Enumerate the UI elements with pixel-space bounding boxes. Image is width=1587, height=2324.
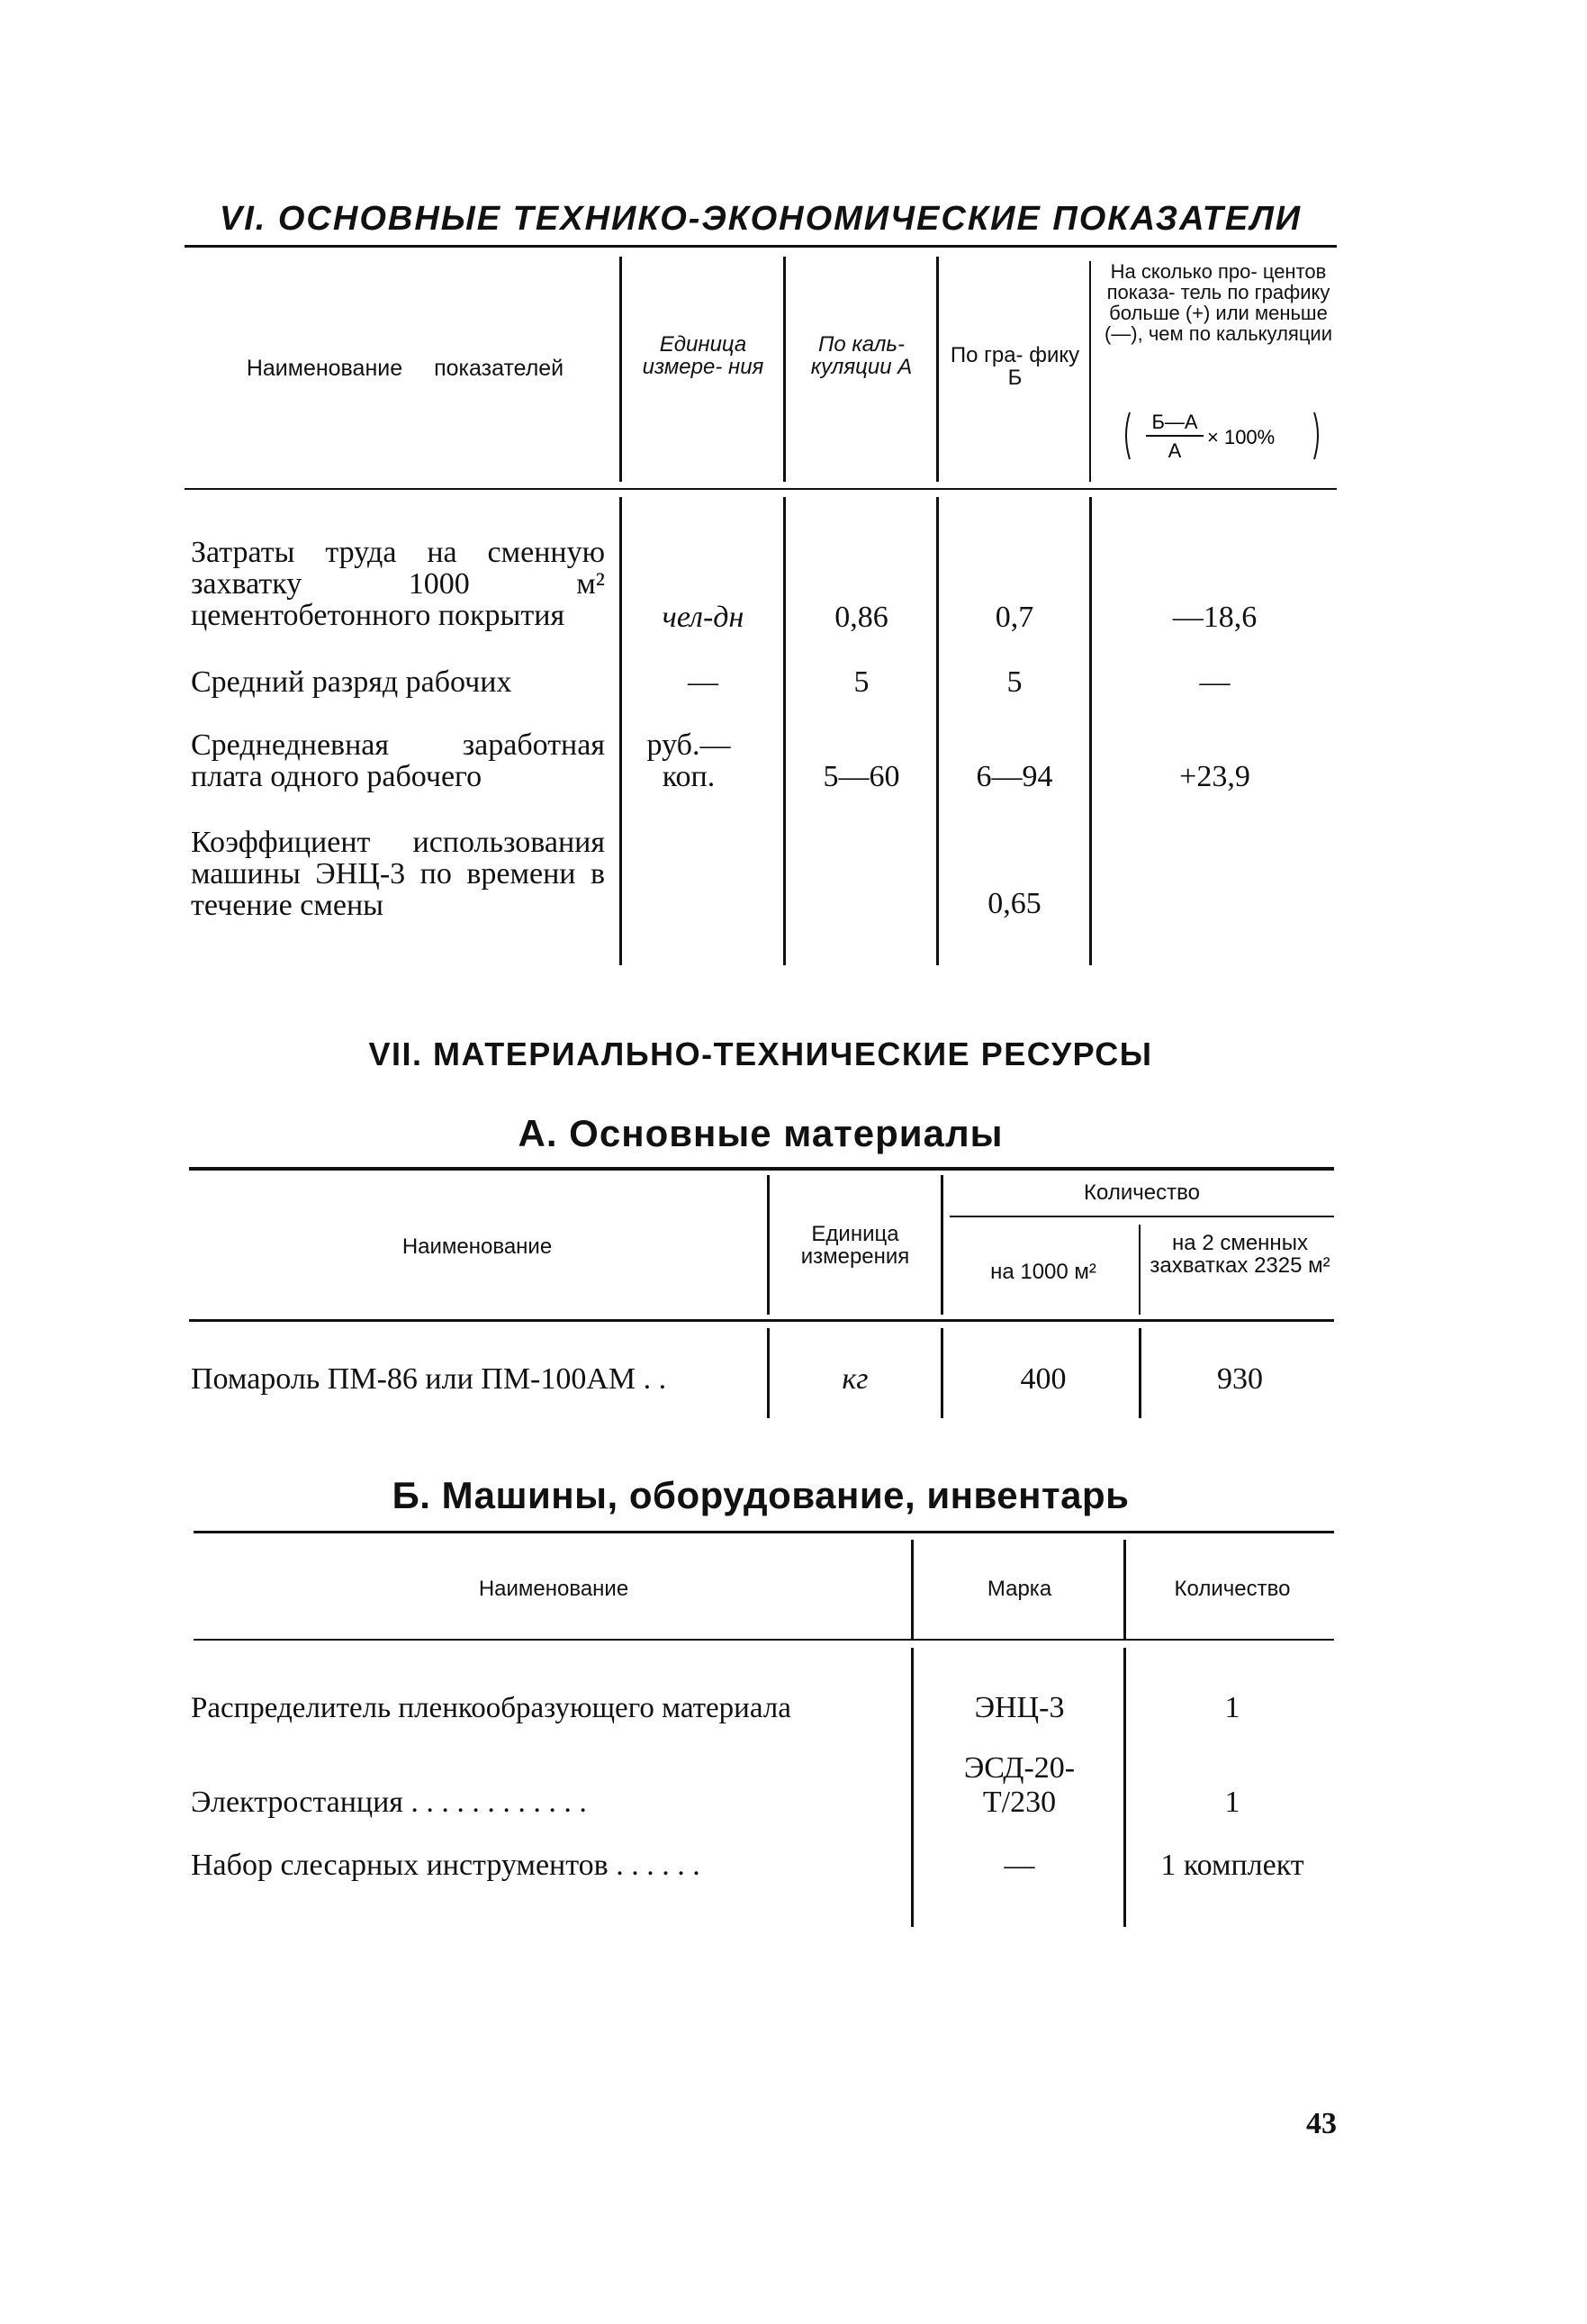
row-avg-wage-graph: 6—94 — [976, 760, 1053, 793]
machines-row-power-station-quantity: 1 — [1224, 1786, 1240, 1819]
col-divider — [1139, 1328, 1141, 1418]
quantity-subheader-rule — [950, 1216, 1334, 1217]
machines-row-tool-set-name: Набор слесарных инструментов . . . . . . — [191, 1849, 700, 1882]
row-avg-wage-unit: руб.— коп. — [646, 728, 731, 793]
col-divider — [911, 1648, 914, 1927]
header-unit: Единица измере- ния — [642, 332, 764, 379]
percent-formula — [1121, 403, 1323, 466]
col-divider — [936, 497, 939, 965]
row-avg-grade-percent: — — [1199, 665, 1231, 699]
row-avg-wage-label: Среднедневная заработная плата одного рабочего — [191, 728, 605, 793]
table-vi-top-rule — [185, 245, 1337, 248]
row-labor-cost-label: Затраты труда на сменную захватку 1000 м² цементобетонного покрытия — [191, 536, 605, 632]
col-divider — [783, 497, 786, 965]
formula-multiplier: × 100% — [1207, 426, 1276, 448]
table-vi-header-rule — [185, 488, 1337, 490]
machines-title: Б. Машины, оборудование, инвентарь — [392, 1474, 1130, 1516]
machines-header-name: Наименование — [478, 1577, 629, 1601]
col-divider — [936, 257, 939, 482]
section-vi-title: VI. ОСНОВНЫЕ ТЕХНИКО-ЭКОНОМИЧЕСКИЕ ПОКАЗАТЕЛИ — [219, 200, 1303, 238]
row-avg-grade-calc: 5 — [853, 665, 870, 699]
materials-header-quantity: Количество — [1084, 1180, 1200, 1205]
col-divider — [767, 1328, 770, 1418]
materials-row-per-2-shifts: 930 — [1217, 1362, 1263, 1396]
col-divider — [619, 497, 622, 965]
row-labor-cost-percent: —18,6 — [1172, 601, 1258, 634]
row-machine-usage-graph: 0,65 — [987, 887, 1041, 920]
col-divider — [1089, 261, 1091, 482]
machines-row-spreader-name: Распределитель пленкообразующего материала — [191, 1692, 791, 1724]
row-avg-wage-calc: 5—60 — [823, 760, 900, 793]
table-a-top-rule — [189, 1167, 1334, 1171]
machines-row-tool-set-brand: — — [1004, 1849, 1035, 1882]
section-vii-title: VII. МАТЕРИАЛЬНО-ТЕХНИЧЕСКИЕ РЕСУРСЫ — [368, 1035, 1153, 1072]
row-machine-usage-label: Коэффициент использования машины ЭНЦ-3 по времени в течение смены — [191, 826, 605, 922]
materials-title: А. Основные материалы — [518, 1112, 1004, 1154]
materials-header-unit: Единица измерения — [800, 1222, 910, 1269]
table-b-header-rule — [194, 1639, 1334, 1641]
machines-row-tool-set-quantity: 1 комплект — [1160, 1849, 1304, 1882]
col-divider — [1139, 1225, 1141, 1315]
row-labor-cost-graph: 0,7 — [995, 601, 1034, 634]
table-a-header-rule — [189, 1319, 1334, 1322]
row-avg-grade-graph: 5 — [1006, 665, 1023, 699]
materials-header-per-1000: на 1000 м² — [990, 1260, 1096, 1284]
materials-header-per-2-shifts: на 2 сменных захватках 2325 м² — [1150, 1231, 1330, 1278]
row-labor-cost-calc: 0,86 — [834, 601, 888, 634]
table-b-top-rule — [194, 1531, 1334, 1533]
header-graph-b: По гра- фику Б — [950, 343, 1080, 390]
row-avg-grade-label: Средний разряд рабочих — [191, 665, 512, 699]
col-divider — [911, 1540, 914, 1639]
machines-row-spreader-quantity: 1 — [1224, 1691, 1240, 1724]
machines-header-quantity: Количество — [1174, 1577, 1291, 1601]
formula-numerator: Б—А — [1151, 411, 1198, 433]
materials-row-name: Помароль ПМ-86 или ПМ-100АМ . . — [191, 1362, 667, 1396]
machines-row-power-station-brand: ЭСД-20- Т/230 — [963, 1751, 1076, 1819]
col-divider — [941, 1175, 943, 1315]
machines-header-brand: Марка — [987, 1577, 1052, 1601]
col-divider — [767, 1175, 770, 1315]
col-divider — [941, 1328, 943, 1418]
materials-row-per-1000: 400 — [1020, 1362, 1067, 1396]
machines-row-spreader-brand: ЭНЦ-3 — [974, 1691, 1065, 1724]
header-percent-diff: На сколько про- центов показа- тель по графику больше (+) или меньше (—), чем по калькуляции — [1104, 260, 1333, 345]
materials-row-unit: кг — [842, 1362, 869, 1396]
col-divider — [1123, 1648, 1126, 1927]
formula-denominator: А — [1168, 439, 1182, 462]
header-calculation-a: По каль- куляции А — [810, 332, 913, 379]
row-labor-cost-unit: чел-дн — [662, 601, 744, 634]
col-divider — [783, 257, 786, 482]
page-number: 43 — [1306, 2107, 1337, 2140]
header-indicator-name: Наименование показателей — [246, 356, 564, 381]
row-avg-wage-percent: +23,9 — [1179, 760, 1250, 793]
row-avg-grade-unit: — — [688, 665, 718, 699]
machines-row-power-station-name: Электростанция . . . . . . . . . . . . — [191, 1786, 587, 1819]
materials-header-name: Наименование — [401, 1234, 553, 1259]
col-divider — [1123, 1540, 1126, 1639]
col-divider — [1089, 497, 1092, 965]
